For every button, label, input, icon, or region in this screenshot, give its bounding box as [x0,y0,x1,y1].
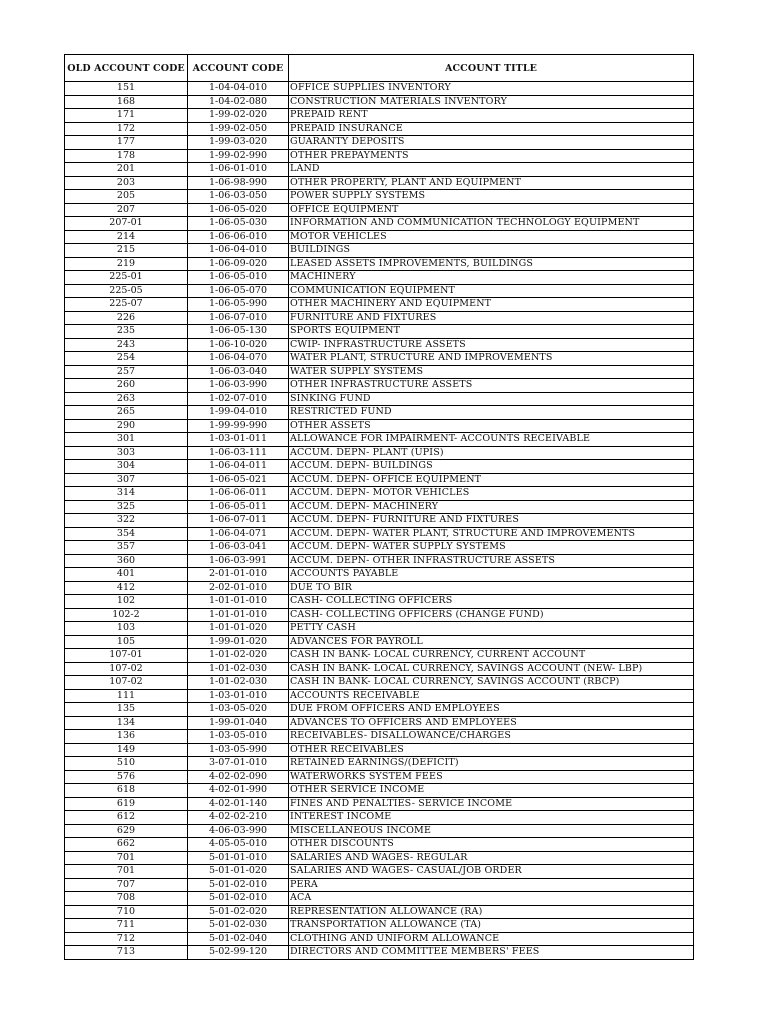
account-title-cell: CASH IN BANK- LOCAL CURRENCY, SAVINGS ACCOUNT (RBCP) [289,676,694,690]
table-row [65,176,694,190]
table-row [65,595,694,609]
table-row [65,932,694,946]
table-row [65,217,694,231]
old-account-code-cell: 304 [65,460,188,474]
table-row [65,892,694,906]
old-account-code-cell: 134 [65,716,188,730]
account-code-cell: 1-99-99-990 [188,419,289,433]
account-code-cell: 4-02-01-990 [188,784,289,798]
old-account-code-cell: 662 [65,838,188,852]
old-account-code-cell: 612 [65,811,188,825]
table-row [65,149,694,163]
account-code-cell: 1-06-03-040 [188,365,289,379]
old-account-code-cell: 260 [65,379,188,393]
account-title-cell: FURNITURE AND FIXTURES [289,311,694,325]
account-code-cell: 1-06-10-020 [188,338,289,352]
account-title-cell: PREPAID INSURANCE [289,122,694,136]
old-account-code-cell: 360 [65,554,188,568]
old-account-code-cell: 151 [65,82,188,96]
account-title-cell: ACCUM. DEPN- BUILDINGS [289,460,694,474]
account-title-cell: INTEREST INCOME [289,811,694,825]
old-account-code-cell: 207-01 [65,217,188,231]
account-code-cell: 1-06-06-011 [188,487,289,501]
account-title-cell: OTHER PROPERTY, PLANT AND EQUIPMENT [289,176,694,190]
account-title-cell: OTHER MACHINERY AND EQUIPMENT [289,298,694,312]
account-code-cell: 1-99-02-020 [188,109,289,123]
old-account-code-cell: 257 [65,365,188,379]
old-account-code-cell: 203 [65,176,188,190]
account-title-cell: OTHER SERVICE INCOME [289,784,694,798]
account-code-cell: 1-06-05-070 [188,284,289,298]
header-row [65,55,694,82]
account-code-cell: 5-02-99-120 [188,946,289,960]
old-account-code-cell: 354 [65,527,188,541]
account-title-cell: CASH- COLLECTING OFFICERS (CHANGE FUND) [289,608,694,622]
table-row [65,554,694,568]
account-code-cell: 1-06-04-070 [188,352,289,366]
old-account-code-cell: 171 [65,109,188,123]
old-account-code-cell: 102-2 [65,608,188,622]
account-code-cell: 1-06-05-130 [188,325,289,339]
account-title-cell: CASH IN BANK- LOCAL CURRENCY, CURRENT ACCOUNT [289,649,694,663]
account-title-cell: OTHER PREPAYMENTS [289,149,694,163]
old-account-code-cell: 712 [65,932,188,946]
table-row [65,757,694,771]
old-account-code-cell: 168 [65,95,188,109]
account-code-cell: 2-01-01-010 [188,568,289,582]
account-title-cell: ACCUM. DEPN- MOTOR VEHICLES [289,487,694,501]
account-title-cell: LAND [289,163,694,177]
account-title-cell: ACCUM. DEPN- FURNITURE AND FIXTURES [289,514,694,528]
old-account-code-cell: 107-01 [65,649,188,663]
table-row [65,662,694,676]
account-code-cell: 1-06-05-011 [188,500,289,514]
account-title-cell: ACCUM. DEPN- OFFICE EQUIPMENT [289,473,694,487]
account-title-cell: OFFICE EQUIPMENT [289,203,694,217]
old-account-code-cell: 708 [65,892,188,906]
account-title-cell: ACCUM. DEPN- WATER PLANT, STRUCTURE AND IMPROVEMENTS [289,527,694,541]
old-account-code-cell: 225-05 [65,284,188,298]
account-title-cell: CONSTRUCTION MATERIALS INVENTORY [289,95,694,109]
table-row [65,851,694,865]
account-codes-table [64,54,694,960]
table-row [65,392,694,406]
table-row [65,703,694,717]
account-code-cell: 1-99-01-040 [188,716,289,730]
account-title-cell: BUILDINGS [289,244,694,258]
table-row [65,284,694,298]
account-title-cell: WATERWORKS SYSTEM FEES [289,770,694,784]
account-title-cell: SPORTS EQUIPMENT [289,325,694,339]
account-title-cell: WATER SUPPLY SYSTEMS [289,365,694,379]
table-row [65,406,694,420]
account-code-cell: 1-01-01-010 [188,595,289,609]
account-title-cell: ACCUM. DEPN- PLANT (UPIS) [289,446,694,460]
account-code-cell: 4-02-02-090 [188,770,289,784]
old-account-code-cell: 307 [65,473,188,487]
account-title-cell: TRANSPORTATION ALLOWANCE (TA) [289,919,694,933]
account-title-cell: DUE TO BIR [289,581,694,595]
table-row [65,527,694,541]
account-title-cell: ADVANCES TO OFFICERS AND EMPLOYEES [289,716,694,730]
account-title-cell: RETAINED EARNINGS/(DEFICIT) [289,757,694,771]
table-row [65,190,694,204]
account-code-cell: 5-01-01-010 [188,851,289,865]
account-code-cell: 1-06-04-010 [188,244,289,258]
account-title-cell: GUARANTY DEPOSITS [289,136,694,150]
account-title-cell: MOTOR VEHICLES [289,230,694,244]
account-code-cell: 1-01-02-030 [188,676,289,690]
old-account-code-cell: 322 [65,514,188,528]
account-title-cell: RECEIVABLES- DISALLOWANCE/CHARGES [289,730,694,744]
table-body [65,82,694,960]
table-row [65,163,694,177]
account-title-cell: CASH IN BANK- LOCAL CURRENCY, SAVINGS ACCOUNT (NEW- LBP) [289,662,694,676]
table-row [65,865,694,879]
table-row [65,473,694,487]
old-account-code-cell: 713 [65,946,188,960]
account-code-cell: 5-01-02-010 [188,892,289,906]
account-code-cell: 1-02-07-010 [188,392,289,406]
table-row [65,82,694,96]
old-account-code-cell: 205 [65,190,188,204]
account-code-cell: 1-06-07-010 [188,311,289,325]
old-account-code-cell: 201 [65,163,188,177]
old-account-code-cell: 219 [65,257,188,271]
old-account-code-cell: 401 [65,568,188,582]
old-account-code-cell: 290 [65,419,188,433]
old-account-code-cell: 314 [65,487,188,501]
account-title-cell: CLOTHING AND UNIFORM ALLOWANCE [289,932,694,946]
account-title-cell: REPRESENTATION ALLOWANCE (RA) [289,905,694,919]
account-title-cell: LEASED ASSETS IMPROVEMENTS, BUILDINGS [289,257,694,271]
old-account-code-cell: 301 [65,433,188,447]
account-code-cell: 1-06-04-011 [188,460,289,474]
account-code-cell: 1-06-05-030 [188,217,289,231]
account-code-cell: 1-99-02-990 [188,149,289,163]
old-account-code-cell: 102 [65,595,188,609]
account-title-cell: INFORMATION AND COMMUNICATION TECHNOLOGY EQUIPMENT [289,217,694,231]
account-code-cell: 1-06-03-991 [188,554,289,568]
table-row [65,365,694,379]
table-row [65,635,694,649]
table-row [65,109,694,123]
account-title-cell: FINES AND PENALTIES- SERVICE INCOME [289,797,694,811]
old-account-code-cell: 178 [65,149,188,163]
table-row [65,271,694,285]
table-row [65,338,694,352]
table-row [65,784,694,798]
account-title-cell: MACHINERY [289,271,694,285]
account-code-cell: 1-06-05-010 [188,271,289,285]
table-row [65,325,694,339]
table-row [65,676,694,690]
table-row [65,487,694,501]
account-code-cell: 4-02-02-210 [188,811,289,825]
account-code-cell: 1-06-05-021 [188,473,289,487]
account-title-cell: DUE FROM OFFICERS AND EMPLOYEES [289,703,694,717]
account-title-cell: ACCOUNTS RECEIVABLE [289,689,694,703]
account-code-cell: 4-06-03-990 [188,824,289,838]
account-code-cell: 4-05-05-010 [188,838,289,852]
account-title-cell: OFFICE SUPPLIES INVENTORY [289,82,694,96]
old-account-code-cell: 254 [65,352,188,366]
old-account-code-cell: 619 [65,797,188,811]
old-account-code-cell: 618 [65,784,188,798]
account-title-cell: SALARIES AND WAGES- REGULAR [289,851,694,865]
old-account-code-cell: 357 [65,541,188,555]
account-code-cell: 1-03-01-010 [188,689,289,703]
old-account-code-cell: 701 [65,851,188,865]
account-code-cell: 1-01-01-020 [188,622,289,636]
account-code-cell: 1-03-05-020 [188,703,289,717]
old-account-code-cell: 701 [65,865,188,879]
account-code-cell: 1-99-04-010 [188,406,289,420]
old-account-code-cell: 576 [65,770,188,784]
table-row [65,136,694,150]
old-account-code-cell: 226 [65,311,188,325]
old-account-code-cell: 510 [65,757,188,771]
account-title-cell: POWER SUPPLY SYSTEMS [289,190,694,204]
account-title-cell: SALARIES AND WAGES- CASUAL/JOB ORDER [289,865,694,879]
account-code-cell: 1-06-07-011 [188,514,289,528]
account-code-cell: 1-04-04-010 [188,82,289,96]
account-code-cell: 1-06-03-041 [188,541,289,555]
account-code-cell: 5-01-02-010 [188,878,289,892]
old-account-code-cell: 263 [65,392,188,406]
old-account-code-cell: 149 [65,743,188,757]
old-account-code-cell: 243 [65,338,188,352]
account-code-sheet [64,54,693,960]
account-code-cell: 1-06-98-990 [188,176,289,190]
account-code-cell: 1-06-05-990 [188,298,289,312]
table-row [65,379,694,393]
old-account-code-cell: 265 [65,406,188,420]
account-title-cell: OTHER RECEIVABLES [289,743,694,757]
account-code-cell: 5-01-01-020 [188,865,289,879]
account-title-cell: DIRECTORS AND COMMITTEE MEMBERS' FEES [289,946,694,960]
account-title-cell: MISCELLANEOUS INCOME [289,824,694,838]
table-row [65,122,694,136]
table-row [65,716,694,730]
table-row [65,514,694,528]
table-row [65,622,694,636]
table-row [65,838,694,852]
old-account-code-cell: 135 [65,703,188,717]
account-code-cell: 1-06-03-050 [188,190,289,204]
old-account-code-cell: 707 [65,878,188,892]
table-row [65,743,694,757]
table-row [65,905,694,919]
account-code-cell: 1-03-01-011 [188,433,289,447]
table-row [65,919,694,933]
old-account-code-cell: 711 [65,919,188,933]
old-account-code-cell: 207 [65,203,188,217]
account-title-cell: OTHER ASSETS [289,419,694,433]
old-account-code-cell: 215 [65,244,188,258]
account-code-cell: 1-06-06-010 [188,230,289,244]
table-row [65,581,694,595]
account-code-cell: 1-99-01-020 [188,635,289,649]
account-title-cell: OTHER DISCOUNTS [289,838,694,852]
old-account-code-cell: 177 [65,136,188,150]
account-code-cell: 1-03-05-010 [188,730,289,744]
header-account-code: ACCOUNT CODE [188,55,289,82]
header-old-account-code: OLD ACCOUNT CODE [65,55,188,82]
account-code-cell: 3-07-01-010 [188,757,289,771]
old-account-code-cell: 105 [65,635,188,649]
old-account-code-cell: 214 [65,230,188,244]
account-code-cell: 1-01-02-030 [188,662,289,676]
header-account-title: ACCOUNT TITLE [289,55,694,82]
account-code-cell: 1-03-05-990 [188,743,289,757]
account-title-cell: OTHER INFRASTRUCTURE ASSETS [289,379,694,393]
table-row [65,203,694,217]
old-account-code-cell: 710 [65,905,188,919]
table-row [65,244,694,258]
table-row [65,419,694,433]
old-account-code-cell: 303 [65,446,188,460]
account-code-cell: 1-99-03-020 [188,136,289,150]
old-account-code-cell: 172 [65,122,188,136]
old-account-code-cell: 136 [65,730,188,744]
table-row [65,541,694,555]
table-row [65,311,694,325]
account-title-cell: ACA [289,892,694,906]
account-code-cell: 4-02-01-140 [188,797,289,811]
account-title-cell: ADVANCES FOR PAYROLL [289,635,694,649]
table-row [65,460,694,474]
account-code-cell: 1-01-02-020 [188,649,289,663]
table-row [65,446,694,460]
table-row [65,230,694,244]
table-row [65,500,694,514]
old-account-code-cell: 107-02 [65,676,188,690]
account-code-cell: 1-06-09-020 [188,257,289,271]
account-title-cell: ACCUM. DEPN- OTHER INFRASTRUCTURE ASSETS [289,554,694,568]
account-code-cell: 5-01-02-020 [188,905,289,919]
table-row [65,797,694,811]
account-title-cell: WATER PLANT, STRUCTURE AND IMPROVEMENTS [289,352,694,366]
account-title-cell: ACCOUNTS PAYABLE [289,568,694,582]
table-row [65,95,694,109]
old-account-code-cell: 325 [65,500,188,514]
account-code-cell: 1-06-03-111 [188,446,289,460]
account-title-cell: ALLOWANCE FOR IMPAIRMENT- ACCOUNTS RECEIVABLE [289,433,694,447]
old-account-code-cell: 412 [65,581,188,595]
account-code-cell: 5-01-02-030 [188,919,289,933]
old-account-code-cell: 103 [65,622,188,636]
account-title-cell: PREPAID RENT [289,109,694,123]
table-row [65,770,694,784]
table-row [65,257,694,271]
account-title-cell: PETTY CASH [289,622,694,636]
table-row [65,730,694,744]
account-code-cell: 1-04-02-080 [188,95,289,109]
old-account-code-cell: 111 [65,689,188,703]
table-row [65,824,694,838]
old-account-code-cell: 225-07 [65,298,188,312]
account-title-cell: ACCUM. DEPN- MACHINERY [289,500,694,514]
table-header [65,55,694,82]
table-row [65,649,694,663]
account-code-cell: 1-06-03-990 [188,379,289,393]
table-row [65,568,694,582]
account-title-cell: PERA [289,878,694,892]
account-title-cell: RESTRICTED FUND [289,406,694,420]
account-title-cell: ACCUM. DEPN- WATER SUPPLY SYSTEMS [289,541,694,555]
account-title-cell: CASH- COLLECTING OFFICERS [289,595,694,609]
old-account-code-cell: 629 [65,824,188,838]
account-title-cell: CWIP- INFRASTRUCTURE ASSETS [289,338,694,352]
table-row [65,946,694,960]
table-row [65,811,694,825]
table-row [65,608,694,622]
old-account-code-cell: 107-02 [65,662,188,676]
table-row [65,689,694,703]
account-code-cell: 1-99-02-050 [188,122,289,136]
table-row [65,433,694,447]
account-title-cell: SINKING FUND [289,392,694,406]
account-code-cell: 1-06-05-020 [188,203,289,217]
account-code-cell: 1-06-01-010 [188,163,289,177]
old-account-code-cell: 235 [65,325,188,339]
table-row [65,352,694,366]
table-row [65,878,694,892]
account-code-cell: 1-01-01-010 [188,608,289,622]
account-code-cell: 2-02-01-010 [188,581,289,595]
table-row [65,298,694,312]
account-title-cell: COMMUNICATION EQUIPMENT [289,284,694,298]
account-code-cell: 5-01-02-040 [188,932,289,946]
account-code-cell: 1-06-04-071 [188,527,289,541]
old-account-code-cell: 225-01 [65,271,188,285]
